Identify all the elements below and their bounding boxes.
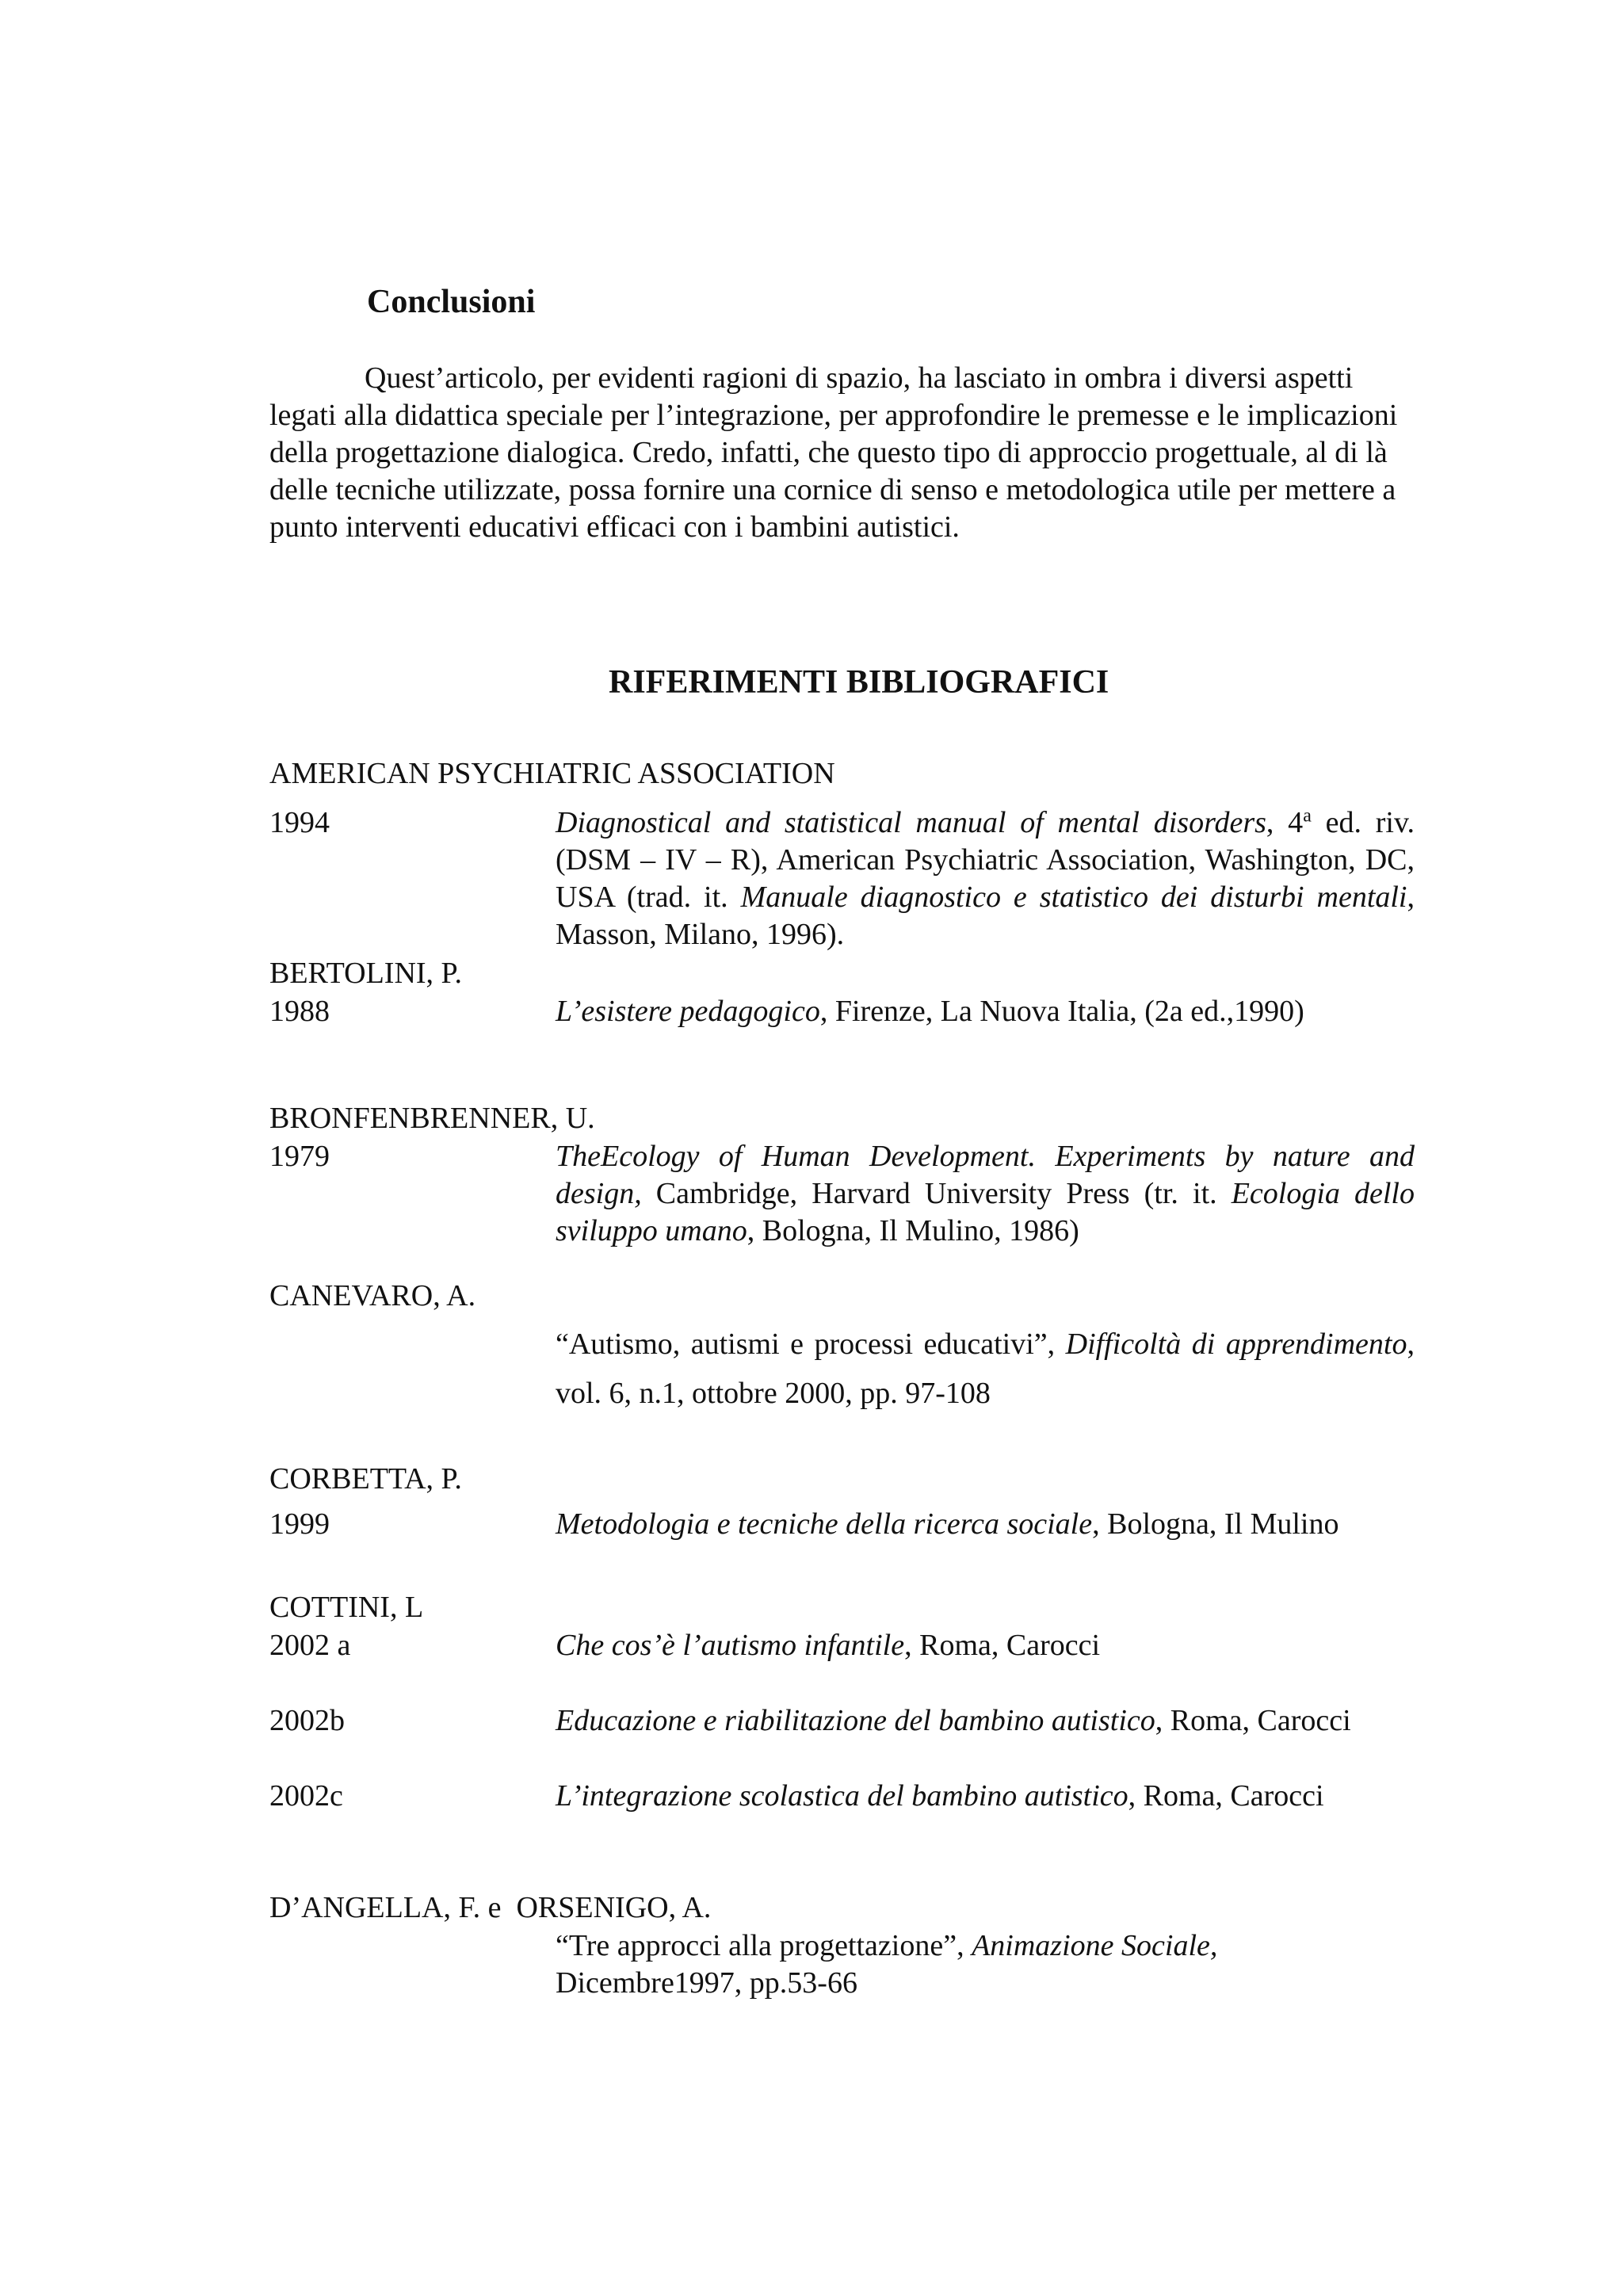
reference-cottini-a-tail: , Roma, Carocci xyxy=(904,1629,1101,1662)
reference-bronfenbrenner xyxy=(556,1138,1415,1250)
year-cottini-c: 2002c xyxy=(269,1779,343,1813)
author-cottini: COTTINI, L xyxy=(269,1591,424,1624)
reference-apa-mid: ed. riv. (DSM – IV – R), American Psychiatric Association, Washington, DC, USA (trad. it. xyxy=(556,806,1415,914)
reference-cottini-c-tail: , Roma, Carocci xyxy=(1128,1779,1324,1813)
reference-apa-sup: a xyxy=(1303,805,1312,827)
year-corbetta: 1999 xyxy=(269,1507,330,1541)
reference-bronfenbrenner-tail: , Bologna, Il Mulino, 1986) xyxy=(747,1214,1079,1247)
year-bronfenbrenner: 1979 xyxy=(269,1140,330,1173)
reference-canevaro-lead: “Autismo, autismi e processi educativi”, xyxy=(556,1328,1066,1361)
reference-dangella-journal: Animazione Sociale, xyxy=(972,1929,1218,1962)
conclusion-heading: Conclusioni xyxy=(367,284,536,320)
reference-cottini-c-title: L’integrazione scolastica del bambino autistico xyxy=(556,1779,1128,1813)
author-canevaro: CANEVARO, A. xyxy=(269,1279,476,1312)
year-cottini-a: 2002 a xyxy=(269,1629,351,1662)
conclusion-paragraph xyxy=(269,360,1411,546)
author-dangella: D’ANGELLA, F. e ORSENIGO, A. xyxy=(269,1891,712,1924)
reference-bronfenbrenner-trans-title: Ecologia dello sviluppo umano xyxy=(556,1177,1415,1247)
author-corbetta: CORBETTA, P. xyxy=(269,1462,462,1496)
year-bertolini: 1988 xyxy=(269,995,330,1028)
reference-cottini-b-tail: , Roma, Carocci xyxy=(1155,1704,1351,1737)
reference-bronfenbrenner-title: TheEcology of Human Development. Experiments by nature and design, xyxy=(556,1140,1415,1210)
author-bronfenbrenner: BRONFENBRENNER, U. xyxy=(269,1102,595,1135)
reference-cottini-b xyxy=(556,1702,1415,1740)
reference-dangella-tail: Dicembre1997, pp.53-66 xyxy=(556,1966,857,2000)
reference-corbetta-tail: , Bologna, Il Mulino xyxy=(1092,1507,1339,1541)
reference-apa-tail: , Masson, Milano, 1996). xyxy=(556,881,1415,951)
year-apa: 1994 xyxy=(269,806,330,839)
reference-canevaro-tail: , vol. 6, n.1, ottobre 2000, pp. 97-108 xyxy=(556,1328,1415,1410)
conclusion-paragraph-text: Quest’articolo, per evidenti ragioni di spazio, ha lasciato in ombra i diversi aspetti legati alla didattica speciale per l’integrazione, per approfondire le premesse e le implicazioni della progettazione dialogica. Credo, infatti, che questo tipo di approccio progettuale, al di là delle tecniche utilizzate, possa fornire una cornice di senso e metodologica utile per mettere a punto interventi educativi efficaci con i bambini autistici. xyxy=(269,361,1398,544)
reference-canevaro xyxy=(556,1320,1415,1418)
reference-apa-after-title: , 4 xyxy=(1266,806,1304,839)
reference-cottini-a-title: Che cos’è l’autismo infantile xyxy=(556,1629,905,1662)
reference-apa-title: Diagnostical and statistical manual of mental disorders xyxy=(556,806,1266,839)
reference-cottini-b-title: Educazione e riabilitazione del bambino autistico xyxy=(556,1704,1155,1737)
reference-corbetta xyxy=(556,1506,1415,1543)
year-cottini-b: 2002b xyxy=(269,1704,345,1737)
reference-cottini-a xyxy=(556,1627,1415,1664)
author-bertolini: BERTOLINI, P. xyxy=(269,957,462,990)
reference-apa-trans-title: Manuale diagnostico e statistico dei disturbi mentali xyxy=(740,881,1407,914)
reference-cottini-c xyxy=(556,1778,1415,1815)
reference-corbetta-title: Metodologia e tecniche della ricerca sociale xyxy=(556,1507,1093,1541)
reference-canevaro-journal: Difficoltà di apprendimento xyxy=(1065,1328,1407,1361)
author-apa: AMERICAN PSYCHIATRIC ASSOCIATION xyxy=(269,757,835,790)
reference-bertolini-tail: , Firenze, La Nuova Italia, (2a ed.,1990) xyxy=(819,995,1304,1028)
reference-bertolini-title: L’esistere pedagogico xyxy=(556,995,820,1028)
reference-apa xyxy=(556,804,1415,953)
reference-bronfenbrenner-mid: Cambridge, Harvard University Press (tr. it. xyxy=(641,1177,1232,1210)
bibliography-heading: RIFERIMENTI BIBLIOGRAFICI xyxy=(609,664,1109,701)
reference-dangella-lead: “Tre approcci alla progettazione”, xyxy=(556,1929,972,1962)
reference-bertolini xyxy=(556,993,1415,1030)
reference-dangella xyxy=(556,1927,1415,2002)
